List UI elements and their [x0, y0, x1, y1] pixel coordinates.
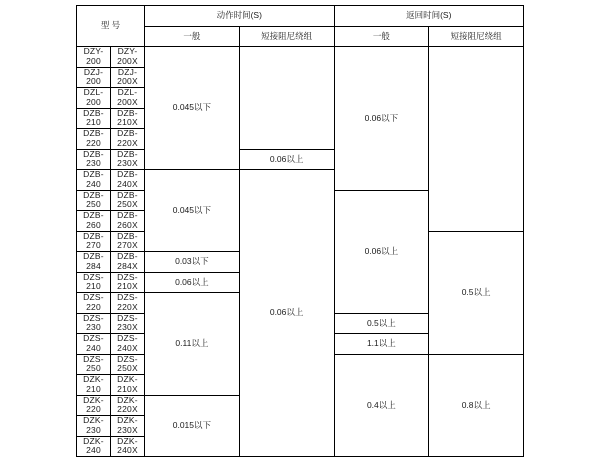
cell-act-gen: 0.045以下	[145, 47, 240, 170]
model-code-primary: DZB-250	[77, 190, 111, 211]
model-code-variant: DZL-200X	[111, 88, 145, 109]
cell-ret-damp: 0.5以上	[429, 231, 524, 354]
header-action-time: 动作时间(S)	[145, 6, 335, 27]
model-code-primary: DZB-240	[77, 170, 111, 191]
model-code-primary: DZB-230	[77, 149, 111, 170]
model-code-variant: DZB-284X	[111, 252, 145, 273]
model-code-primary: DZJ-200	[77, 67, 111, 88]
cell-act-gen: 0.015以下	[145, 395, 240, 457]
model-code-primary: DZS-250	[77, 354, 111, 375]
table-header-row-groups	[77, 6, 524, 27]
header-action-general: 一般	[145, 26, 240, 47]
model-code-primary: DZB-220	[77, 129, 111, 150]
model-code-variant: DZB-230X	[111, 149, 145, 170]
model-code-variant: DZS-220X	[111, 293, 145, 314]
model-code-variant: DZK-220X	[111, 395, 145, 416]
cell-ret-gen: 0.4以上	[334, 354, 429, 457]
model-code-variant: DZY-200X	[111, 47, 145, 68]
cell-ret-gen: 0.06以上	[334, 190, 429, 313]
model-code-primary: DZS-220	[77, 293, 111, 314]
cell-act-gen: 0.045以下	[145, 170, 240, 252]
cell-act-damp: 0.06以上	[239, 170, 334, 457]
model-code-primary: DZK-210	[77, 375, 111, 396]
cell-ret-gen: 1.1以上	[334, 334, 429, 355]
model-code-primary: DZB-210	[77, 108, 111, 129]
model-code-primary: DZL-200	[77, 88, 111, 109]
model-code-primary: DZB-270	[77, 231, 111, 252]
cell-act-gen: 0.11以上	[145, 293, 240, 396]
model-code-variant: DZK-210X	[111, 375, 145, 396]
model-code-variant: DZK-240X	[111, 436, 145, 457]
model-code-variant: DZS-210X	[111, 272, 145, 293]
model-code-variant: DZS-250X	[111, 354, 145, 375]
table-row	[77, 47, 524, 68]
model-code-variant: DZS-230X	[111, 313, 145, 334]
model-code-primary: DZK-240	[77, 436, 111, 457]
model-code-primary: DZS-240	[77, 334, 111, 355]
cell-ret-damp	[429, 47, 524, 232]
header-model: 型 号	[77, 6, 145, 47]
cell-act-gen: 0.03以下	[145, 252, 240, 273]
header-return-damping: 短接阻尼绕组	[429, 26, 524, 47]
model-code-variant: DZB-250X	[111, 190, 145, 211]
model-code-primary: DZB-260	[77, 211, 111, 232]
table-header-row-sub	[77, 26, 524, 47]
model-code-variant: DZS-240X	[111, 334, 145, 355]
header-action-damping: 短接阻尼绕组	[239, 26, 334, 47]
cell-act-gen: 0.06以上	[145, 272, 240, 293]
model-code-variant: DZB-270X	[111, 231, 145, 252]
cell-ret-gen: 0.06以下	[334, 47, 429, 191]
model-code-variant: DZB-240X	[111, 170, 145, 191]
model-code-variant: DZB-220X	[111, 129, 145, 150]
header-return-general: 一般	[334, 26, 429, 47]
model-code-primary: DZK-230	[77, 416, 111, 437]
header-return-time: 返回时间(S)	[334, 6, 524, 27]
cell-ret-gen: 0.5以上	[334, 313, 429, 334]
model-code-primary: DZY-200	[77, 47, 111, 68]
model-code-variant: DZJ-200X	[111, 67, 145, 88]
specification-table	[76, 5, 524, 457]
model-code-variant: DZB-210X	[111, 108, 145, 129]
table-header	[77, 6, 524, 47]
table-body	[77, 47, 524, 457]
cell-act-damp: 0.06以上	[239, 149, 334, 170]
model-code-primary: DZS-210	[77, 272, 111, 293]
cell-ret-damp: 0.8以上	[429, 354, 524, 457]
model-code-variant: DZK-230X	[111, 416, 145, 437]
model-code-variant: DZB-260X	[111, 211, 145, 232]
model-code-primary: DZS-230	[77, 313, 111, 334]
model-code-primary: DZB-284	[77, 252, 111, 273]
cell-act-damp	[239, 47, 334, 150]
model-code-primary: DZK-220	[77, 395, 111, 416]
